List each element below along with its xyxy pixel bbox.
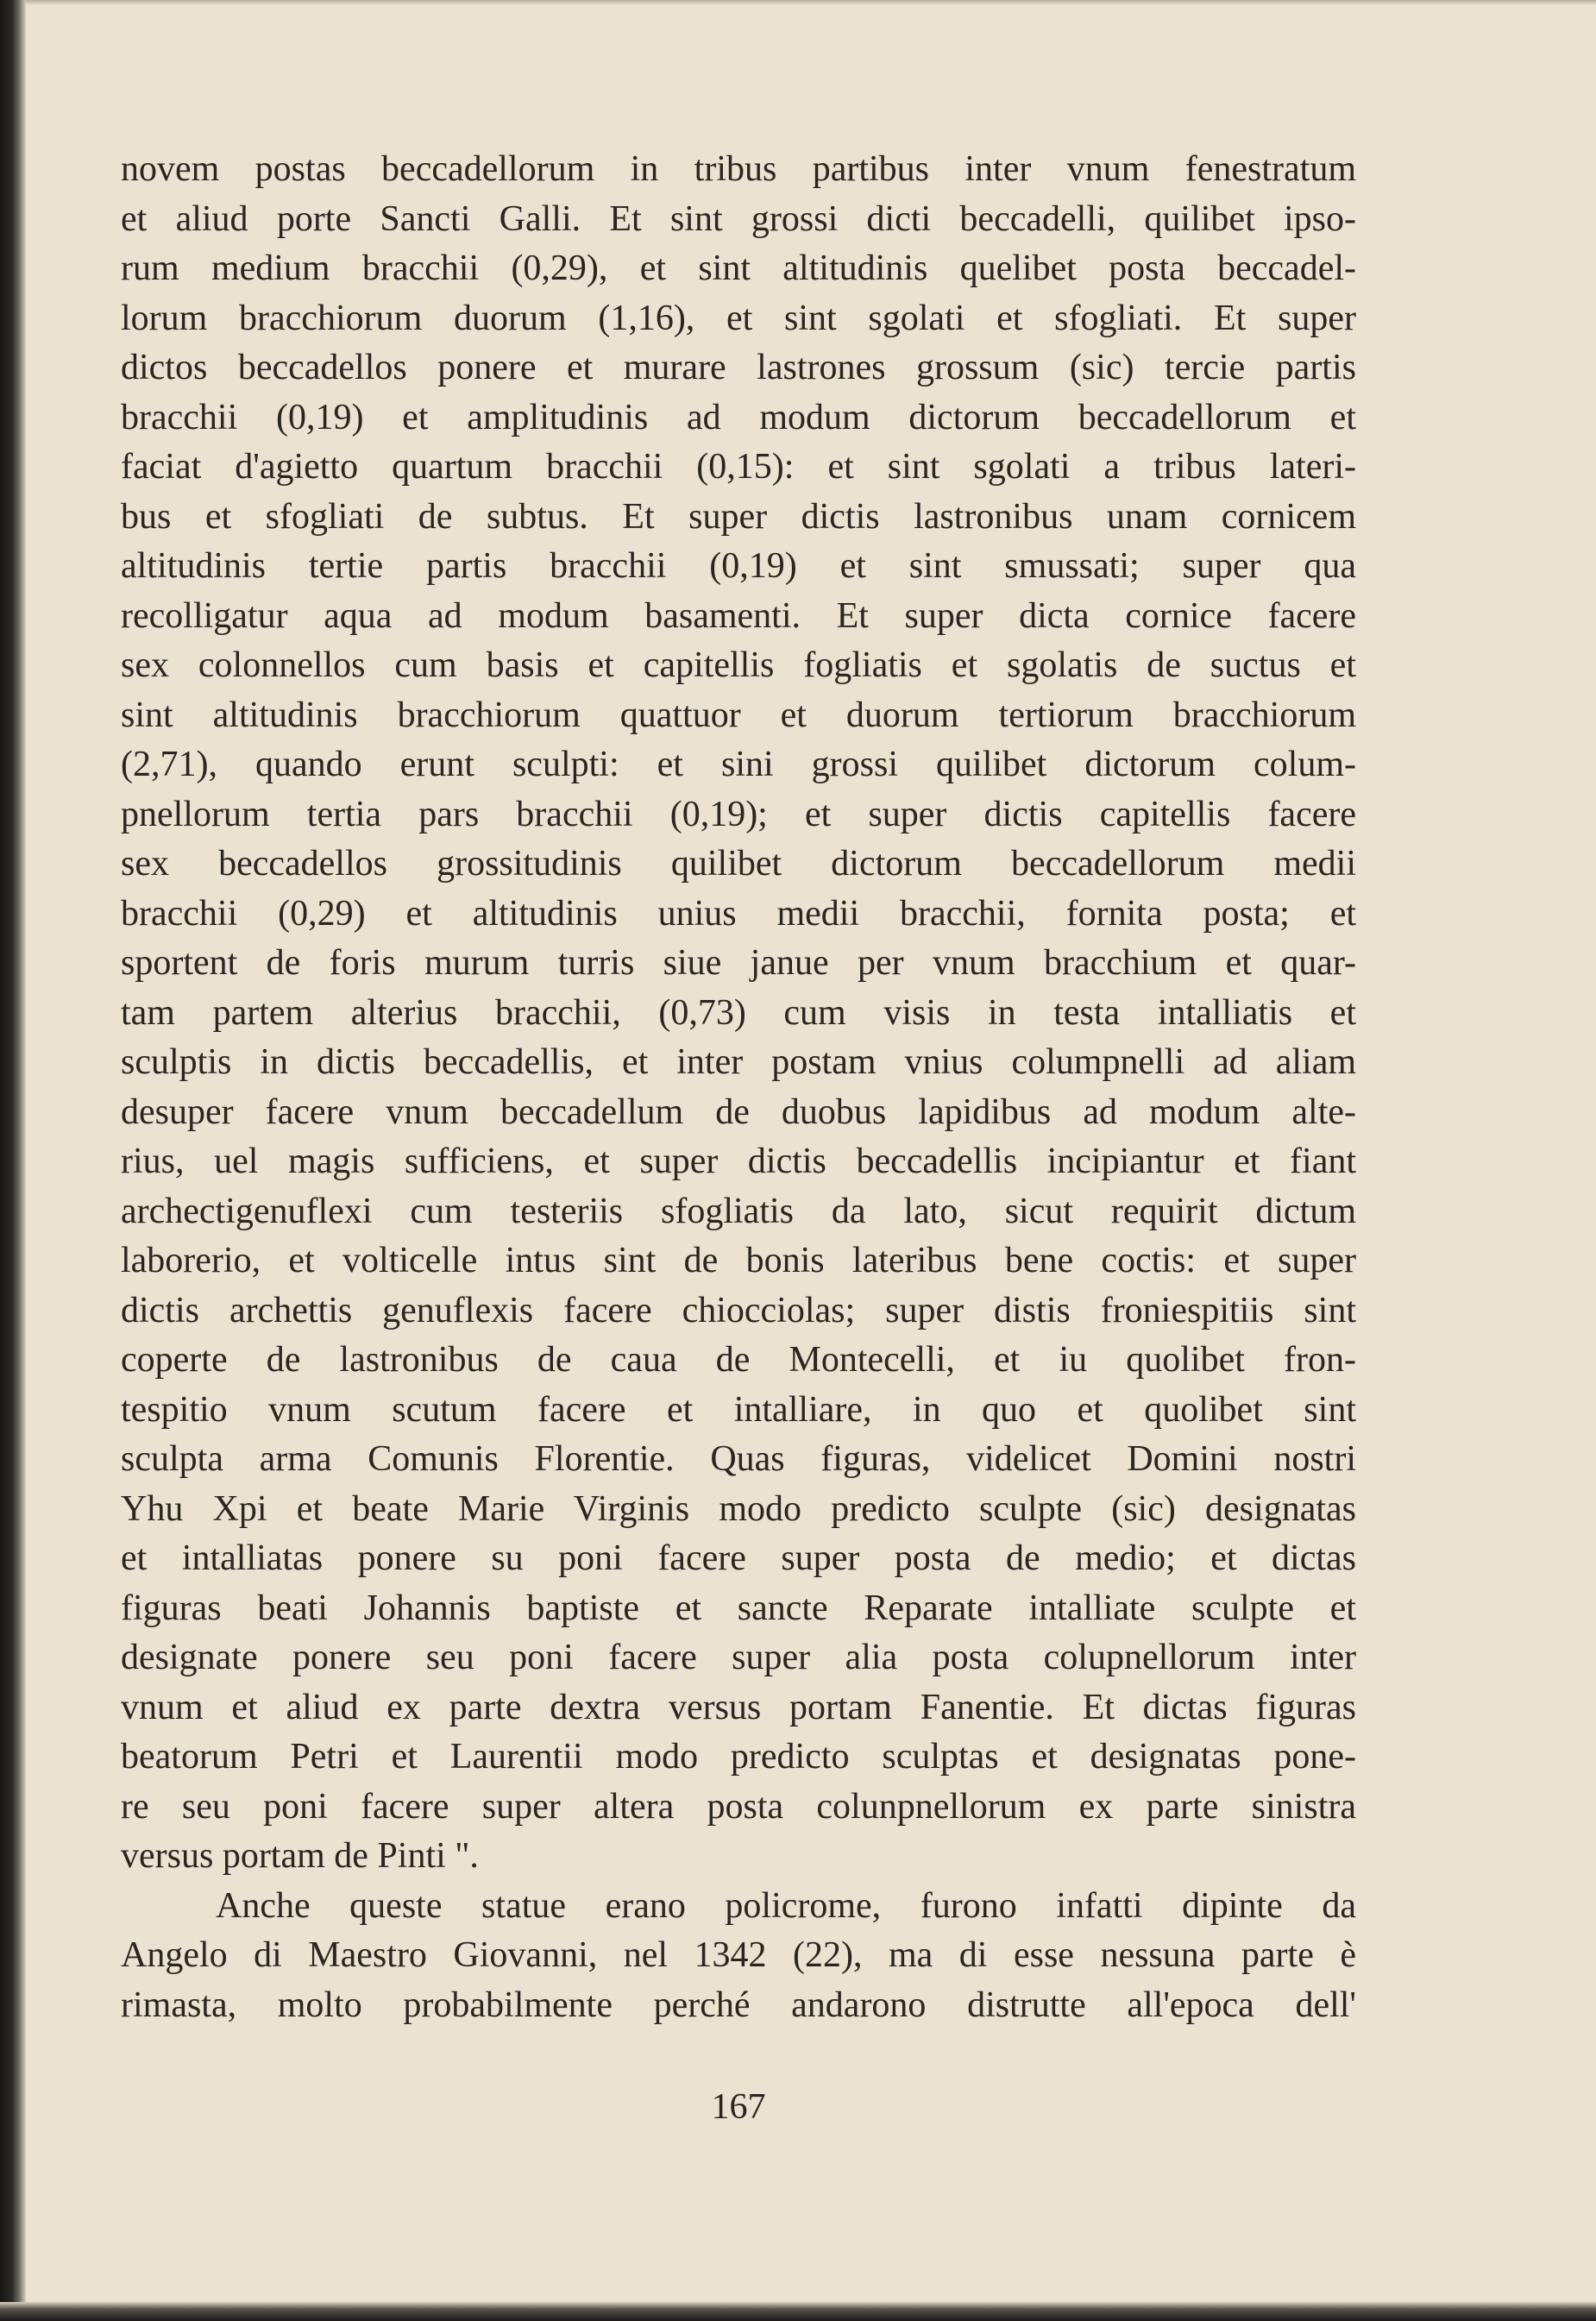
- text-line: et intalliatas ponere su poni facere super posta de medio; et dictas: [121, 1538, 1356, 1578]
- text-line: beatorum Petri et Laurentii modo predicto sculptas et designatas pone-: [121, 1737, 1356, 1777]
- text-line: Yhu Xpi et beate Marie Virginis modo predicto sculpte (sic) designatas: [121, 1488, 1356, 1529]
- text-line: faciat d'agietto quartum bracchii (0,15): et sint sgolati a tribus lateri-: [121, 447, 1356, 487]
- text-line: bus et sfogliati de subtus. Et super dictis lastronibus unam cornicem: [121, 496, 1356, 537]
- text-line: novem postas beccadellorum in tribus partibus inter vnum fenestratum: [121, 149, 1356, 189]
- text-line: sex colonnellos cum basis et capitellis fogliatis et sgolatis de suctus et: [121, 645, 1356, 685]
- text-line: figuras beati Johannis baptiste et sancte Reparate intalliate sculpte et: [121, 1588, 1356, 1628]
- text-line: et aliud porte Sancti Galli. Et sint grossi dicti beccadelli, quilibet ipso-: [121, 198, 1356, 239]
- text-line: re seu poni facere super altera posta colunpnellorum ex parte sinistra: [121, 1786, 1356, 1827]
- text-block: [121, 145, 1356, 2030]
- text-line: sint altitudinis bracchiorum quattuor et duorum tertiorum bracchiorum: [121, 695, 1356, 735]
- text-line: lorum bracchiorum duorum (1,16), et sint sgolati et sfogliati. Et super: [121, 298, 1356, 338]
- paragraph-line: Angelo di Maestro Giovanni, nel 1342 (22), ma di esse nessuna parte è: [121, 1935, 1356, 1975]
- text-line: tespitio vnum scutum facere et intalliare, in quo et quolibet sint: [121, 1389, 1356, 1430]
- text-line: sculptis in dictis beccadellis, et inter postam vnius columpnelli ad aliam: [121, 1042, 1356, 1082]
- paragraph-first-line: Anche queste statue erano policrome, furono infatti dipinte da: [216, 1885, 1356, 1926]
- text-line: rum medium bracchii (0,29), et sint altitudinis quelibet posta beccadel-: [121, 248, 1356, 288]
- text-line: bracchii (0,29) et altitudinis unius medii bracchii, fornita posta; et: [121, 893, 1356, 934]
- text-line: desuper facere vnum beccadellum de duobus lapidibus ad modum alte-: [121, 1091, 1356, 1132]
- paragraph-line: rimasta, molto probabilmente perché andarono distrutte all'epoca dell': [121, 1984, 1356, 2025]
- text-line: altitudinis tertie partis bracchii (0,19) et sint smussati; super qua: [121, 546, 1356, 586]
- text-line: vnum et aliud ex parte dextra versus portam Fanentie. Et dictas figuras: [121, 1687, 1356, 1727]
- text-line: bracchii (0,19) et amplitudinis ad modum dictorum beccadellorum et: [121, 397, 1356, 437]
- binding-shadow: [0, 0, 26, 2321]
- text-line: tam partem alterius bracchii, (0,73) cum visis in testa intalliatis et: [121, 992, 1356, 1033]
- text-line: coperte de lastronibus de caua de Montecelli, et iu quolibet fron-: [121, 1340, 1356, 1380]
- text-line: (2,71), quando erunt sculpti: et sini grossi quilibet dictorum colum-: [121, 745, 1356, 784]
- text-line: versus portam de Pinti ".: [121, 1836, 479, 1876]
- text-line: rius, uel magis sufficiens, et super dictis beccadellis incipiantur et fiant: [121, 1142, 1356, 1181]
- text-line: pnellorum tertia pars bracchii (0,19); et super dictis capitellis facere: [121, 794, 1356, 834]
- text-line: dictis archettis genuflexis facere chiocciolas; super distis froniespitiis sint: [121, 1290, 1356, 1330]
- text-line: sex beccadellos grossitudinis quilibet dictorum beccadellorum medii: [121, 844, 1356, 884]
- text-line: dictos beccadellos ponere et murare lastrones grossum (sic) tercie partis: [121, 348, 1356, 387]
- text-line: sportent de foris murum turris siue janue per vnum bracchium et quar-: [121, 943, 1356, 983]
- page-top-edge: [0, 0, 1596, 5]
- text-line: laborerio, et volticelle intus sint de bonis lateribus bene coctis: et super: [121, 1241, 1356, 1280]
- text-line: recolligatur aqua ad modum basamenti. Et super dicta cornice facere: [121, 595, 1356, 636]
- text-line: designate ponere seu poni facere super alia posta colupnellorum inter: [121, 1638, 1356, 1677]
- page-bottom-edge: [0, 2302, 1596, 2321]
- text-line: sculpta arma Comunis Florentie. Quas figuras, videlicet Domini nostri: [121, 1439, 1356, 1479]
- text-line: archectigenuflexi cum testeriis sfogliatis da lato, sicut requirit dictum: [121, 1191, 1356, 1231]
- page-number: 167: [711, 2087, 766, 2127]
